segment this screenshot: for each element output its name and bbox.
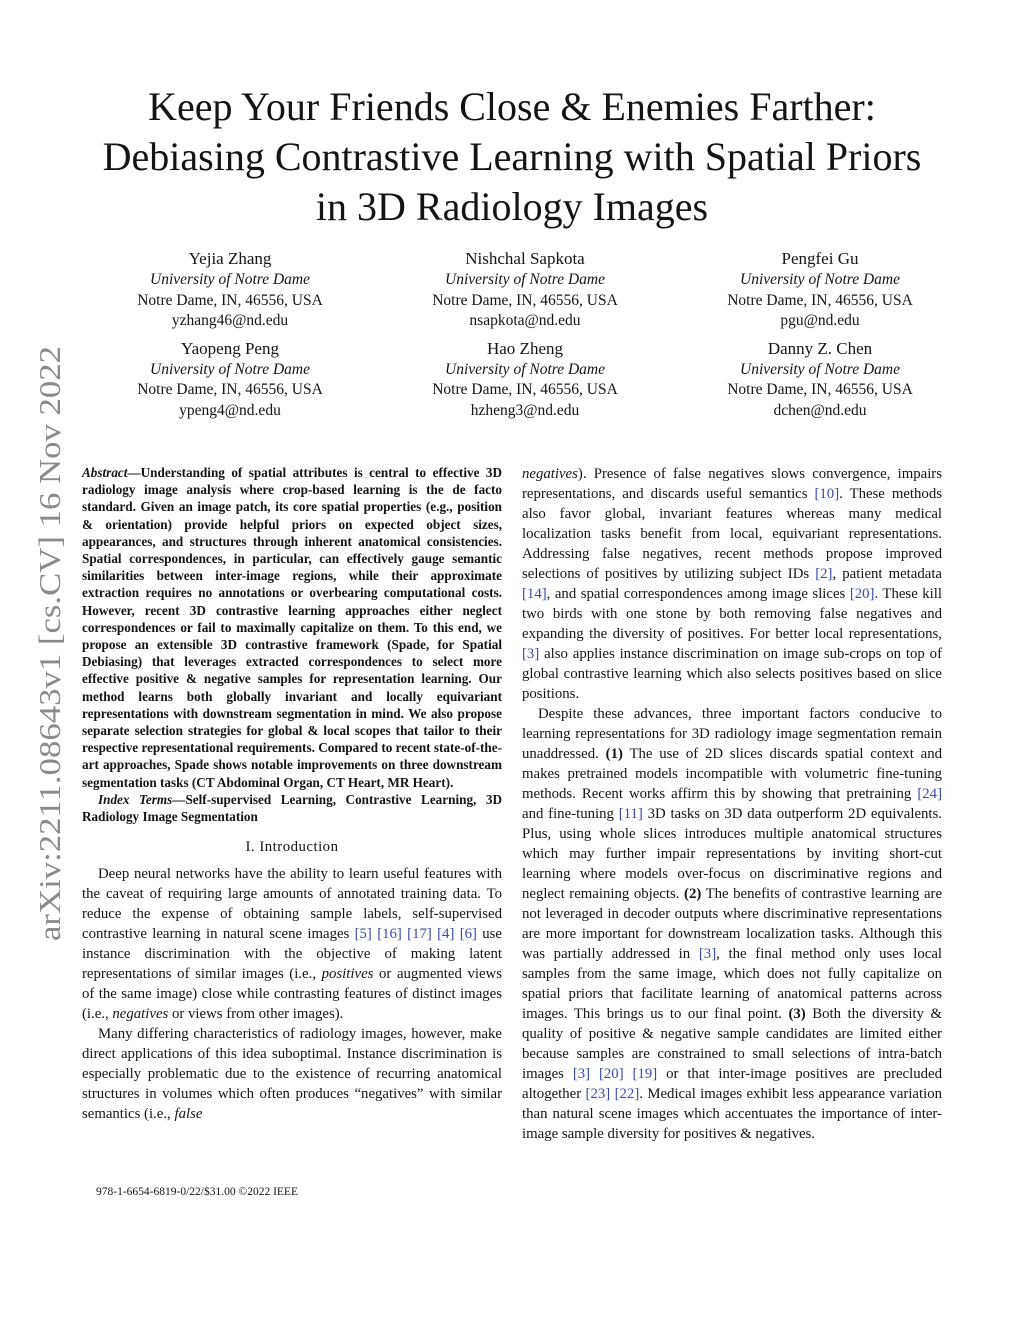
emphasis-text: negatives bbox=[112, 1006, 169, 1023]
abstract-label: Abstract bbox=[82, 465, 128, 480]
citation-link[interactable]: [20] bbox=[598, 1066, 624, 1082]
text-run: Many differing characteristics of radiology images, however, make direct applications of this idea suboptimal. Instance discrimination is especially problematic due to the existence of recurring anatomical structures in volumes which often produces “negatives” with similar semantics (i.e., bbox=[82, 1026, 502, 1123]
author-row bbox=[100, 338, 950, 422]
title-line: in 3D Radiology Images bbox=[315, 184, 709, 229]
citation-link[interactable]: [14] bbox=[522, 586, 547, 602]
index-terms-text: —Self-supervised Learning, Contrastive Learning, 3D Radiology Image Segmentation bbox=[82, 791, 502, 825]
paper-title bbox=[60, 82, 964, 232]
citation-link[interactable]: [3] bbox=[522, 646, 540, 662]
author-email: nsapkota@nd.edu bbox=[469, 312, 581, 329]
paragraph bbox=[82, 1024, 502, 1124]
author-affiliation: University of Notre Dame bbox=[150, 360, 310, 378]
text-run bbox=[590, 1066, 599, 1082]
author-affiliation: University of Notre Dame bbox=[740, 271, 900, 288]
author-card bbox=[690, 338, 950, 422]
citation-link[interactable]: [3] bbox=[572, 1066, 591, 1082]
abstract bbox=[82, 464, 502, 791]
author-affiliation: University of Notre Dame bbox=[445, 271, 605, 288]
bold-marker: (2) bbox=[684, 886, 702, 902]
citation-link[interactable]: [19] bbox=[632, 1066, 658, 1082]
text-run: also applies instance discrimination on image sub-crops on top of global contrastive learning which also selects positives based on slice positions. bbox=[522, 646, 942, 702]
arxiv-identifier-text: arXiv:2211.08643v1 [cs.CV] 16 Nov 2022 bbox=[33, 418, 67, 941]
text-run: , and spatial correspondences among image slices bbox=[546, 586, 850, 602]
text-run: . These kill two birds with one stone by both removing false negatives and expanding the diversity of positives. For better local representations, bbox=[522, 586, 942, 642]
author-address: Notre Dame, IN, 46556, USA bbox=[727, 381, 913, 398]
author-block bbox=[100, 248, 950, 427]
text-run: . These methods also favor global, invariant features whereas many medical localization tasks benefit from local, equivariant representations. Addressing false negatives, recent methods propose improved selections of positives by utilizing subject IDs bbox=[522, 486, 942, 582]
bold-marker: (1) bbox=[605, 746, 623, 762]
author-name: Yejia Zhang bbox=[188, 249, 272, 268]
author-address: Notre Dame, IN, 46556, USA bbox=[727, 291, 913, 309]
citation-link[interactable]: [10] bbox=[814, 486, 840, 502]
author-card bbox=[690, 248, 950, 332]
author-name: Nishchal Sapkota bbox=[465, 249, 585, 268]
emphasis-text: false bbox=[174, 1106, 203, 1123]
paragraph bbox=[522, 704, 942, 1144]
author-address: Notre Dame, IN, 46556, USA bbox=[432, 291, 618, 309]
emphasis-text: negatives bbox=[522, 466, 578, 482]
text-run: Both the diversity & quality of positive & negative sample candidates are limited either because samples are constrained to small selections of intra-batch images bbox=[522, 1006, 942, 1082]
author-card bbox=[100, 338, 360, 422]
emphasis-text: positives bbox=[321, 966, 374, 983]
text-run: , the final method only uses local samples from the same image, which does not fully capitalize on spatial priors that facilitate learning of anatomical patterns across images. This brings us to our final point. bbox=[522, 946, 943, 1022]
author-affiliation: University of Notre Dame bbox=[740, 360, 900, 378]
author-row bbox=[100, 248, 950, 332]
author-name: Yaopeng Peng bbox=[181, 338, 279, 358]
author-address: Notre Dame, IN, 46556, USA bbox=[432, 381, 618, 398]
author-email: pgu@nd.edu bbox=[780, 312, 860, 329]
title-line: Keep Your Friends Close & Enemies Farther: bbox=[148, 84, 876, 129]
text-run: and fine-tuning bbox=[522, 806, 619, 822]
text-run: ). Presence of false negatives slows convergence, impairs representations, and discards useful semantics bbox=[522, 466, 942, 502]
author-name: Pengfei Gu bbox=[781, 249, 859, 268]
arxiv-identifier bbox=[22, 346, 72, 941]
text-run: or views from other images). bbox=[168, 1006, 344, 1023]
author-name: Hao Zheng bbox=[486, 338, 563, 358]
citation-link[interactable]: [11] bbox=[618, 806, 643, 822]
text-run: . Medical images exhibit less appearance variation than natural scene images which accentuates the importance of inter-image sample diversity for positives & negatives. bbox=[522, 1086, 943, 1142]
citation-link[interactable]: [22] bbox=[614, 1086, 640, 1102]
author-name: Danny Z. Chen bbox=[767, 338, 873, 358]
citation-link[interactable]: [3] bbox=[698, 946, 717, 962]
copyright-footer: 978-1-6654-6819-0/22/$31.00 ©2022 IEEE bbox=[96, 1186, 298, 1198]
author-email: hzheng3@nd.edu bbox=[470, 401, 580, 419]
citation-link[interactable]: [23] bbox=[585, 1086, 611, 1102]
citation-link[interactable]: [24] bbox=[917, 786, 942, 802]
text-run bbox=[624, 1066, 633, 1082]
author-card bbox=[100, 248, 360, 332]
citation-link[interactable]: [6] bbox=[459, 926, 477, 943]
index-terms-label: Index Terms bbox=[98, 791, 173, 807]
paragraph bbox=[82, 864, 502, 1024]
citation-link[interactable]: [5] bbox=[354, 926, 372, 943]
author-affiliation: University of Notre Dame bbox=[150, 271, 310, 288]
section-heading: I. Introduction bbox=[245, 839, 339, 856]
citation-link[interactable]: [2] bbox=[815, 566, 833, 582]
text-run: The use of 2D slices discards spatial context and makes pretrained models incompatible with volumetric fine-tuning methods. Recent works affirm this by showing that pretraining bbox=[522, 746, 942, 802]
abstract-text: —Understanding of spatial attributes is central to effective 3D radiology image analysis where crop-based learning is the de facto standard. Given an image patch, its core spatial properties (e.g., position & orientation) provide helpful priors on expected object sizes, appearances, and structures through inherent anatomical consistencies. Spatial correspondences, in particular, can effectively gauge semantic similarities between inter-image regions, while their approximate extraction requires no annotations or overbearing computational costs. However, recent 3D contrastive learning approaches either neglect correspondences or fail to maximally capitalize on them. To this end, we propose an extensible 3D contrastive framework (Spade, for Spatial Debiasing) that leverages extracted correspondences to select more effective positive & negative samples for representation learning. Our method learns both globally invariant and locally equivariant representations with downstream segmentation in mind. We also propose separate selection strategies for global & local scopes that tailor to their respective representational requirements. Compared to recent state-of-the-art approaches, Spade shows notable improvements on three downstream segmentation tasks (CT Abdominal Organ, CT Heart, MR Heart). bbox=[82, 465, 502, 790]
author-email: yzhang46@nd.edu bbox=[171, 312, 289, 329]
text-run: or augmented views of the same image) close while contrasting features of distinct images (i.e., bbox=[82, 966, 502, 1023]
right-column bbox=[522, 464, 942, 1144]
author-card bbox=[395, 248, 655, 332]
text-run: use instance discrimination with the objective of making latent representations of similar images (i.e., bbox=[82, 926, 502, 983]
index-terms bbox=[82, 791, 502, 825]
author-affiliation: University of Notre Dame bbox=[445, 360, 605, 378]
paragraph bbox=[522, 464, 942, 704]
text-run: The benefits of contrastive learning are not leveraged in decoder outputs where discriminative representations are more important for downstream localization tasks. Although this was partially addressed in bbox=[522, 886, 943, 962]
citation-link[interactable]: [20] bbox=[849, 586, 875, 602]
bold-marker: (3) bbox=[788, 1006, 806, 1022]
author-email: dchen@nd.edu bbox=[773, 401, 867, 419]
citation-link[interactable]: [17] bbox=[407, 926, 432, 943]
text-run: , patient metadata bbox=[832, 566, 942, 582]
citation-link[interactable]: [4] bbox=[437, 926, 455, 943]
left-column bbox=[82, 464, 502, 1124]
author-address: Notre Dame, IN, 46556, USA bbox=[137, 291, 323, 309]
citation-link[interactable]: [16] bbox=[377, 926, 402, 943]
author-card bbox=[395, 338, 655, 422]
author-address: Notre Dame, IN, 46556, USA bbox=[137, 381, 323, 398]
title-line: Debiasing Contrastive Learning with Spatial Priors bbox=[102, 134, 922, 179]
author-email: ypeng4@nd.edu bbox=[179, 401, 281, 419]
text-run: or that inter-image positives are precluded altogether bbox=[522, 1066, 943, 1102]
text-run: Deep neural networks have the ability to learn useful features with the caveat of requiring large amounts of annotated training data. To reduce the expense of obtaining sample labels, self-supervised contrastive learning in natural scene images bbox=[82, 866, 502, 943]
text-run: Despite these advances, three important factors conducive to learning representations for 3D radiology image segmentation remain unaddressed. bbox=[522, 706, 942, 762]
text-run: 3D tasks on 3D data outperform 2D equivalents. Plus, using whole slices introduces multiple anatomical structures which may further impair representations by inviting short-cut learning where models over-focus on discriminative regions and neglect remaining objects. bbox=[522, 806, 942, 902]
